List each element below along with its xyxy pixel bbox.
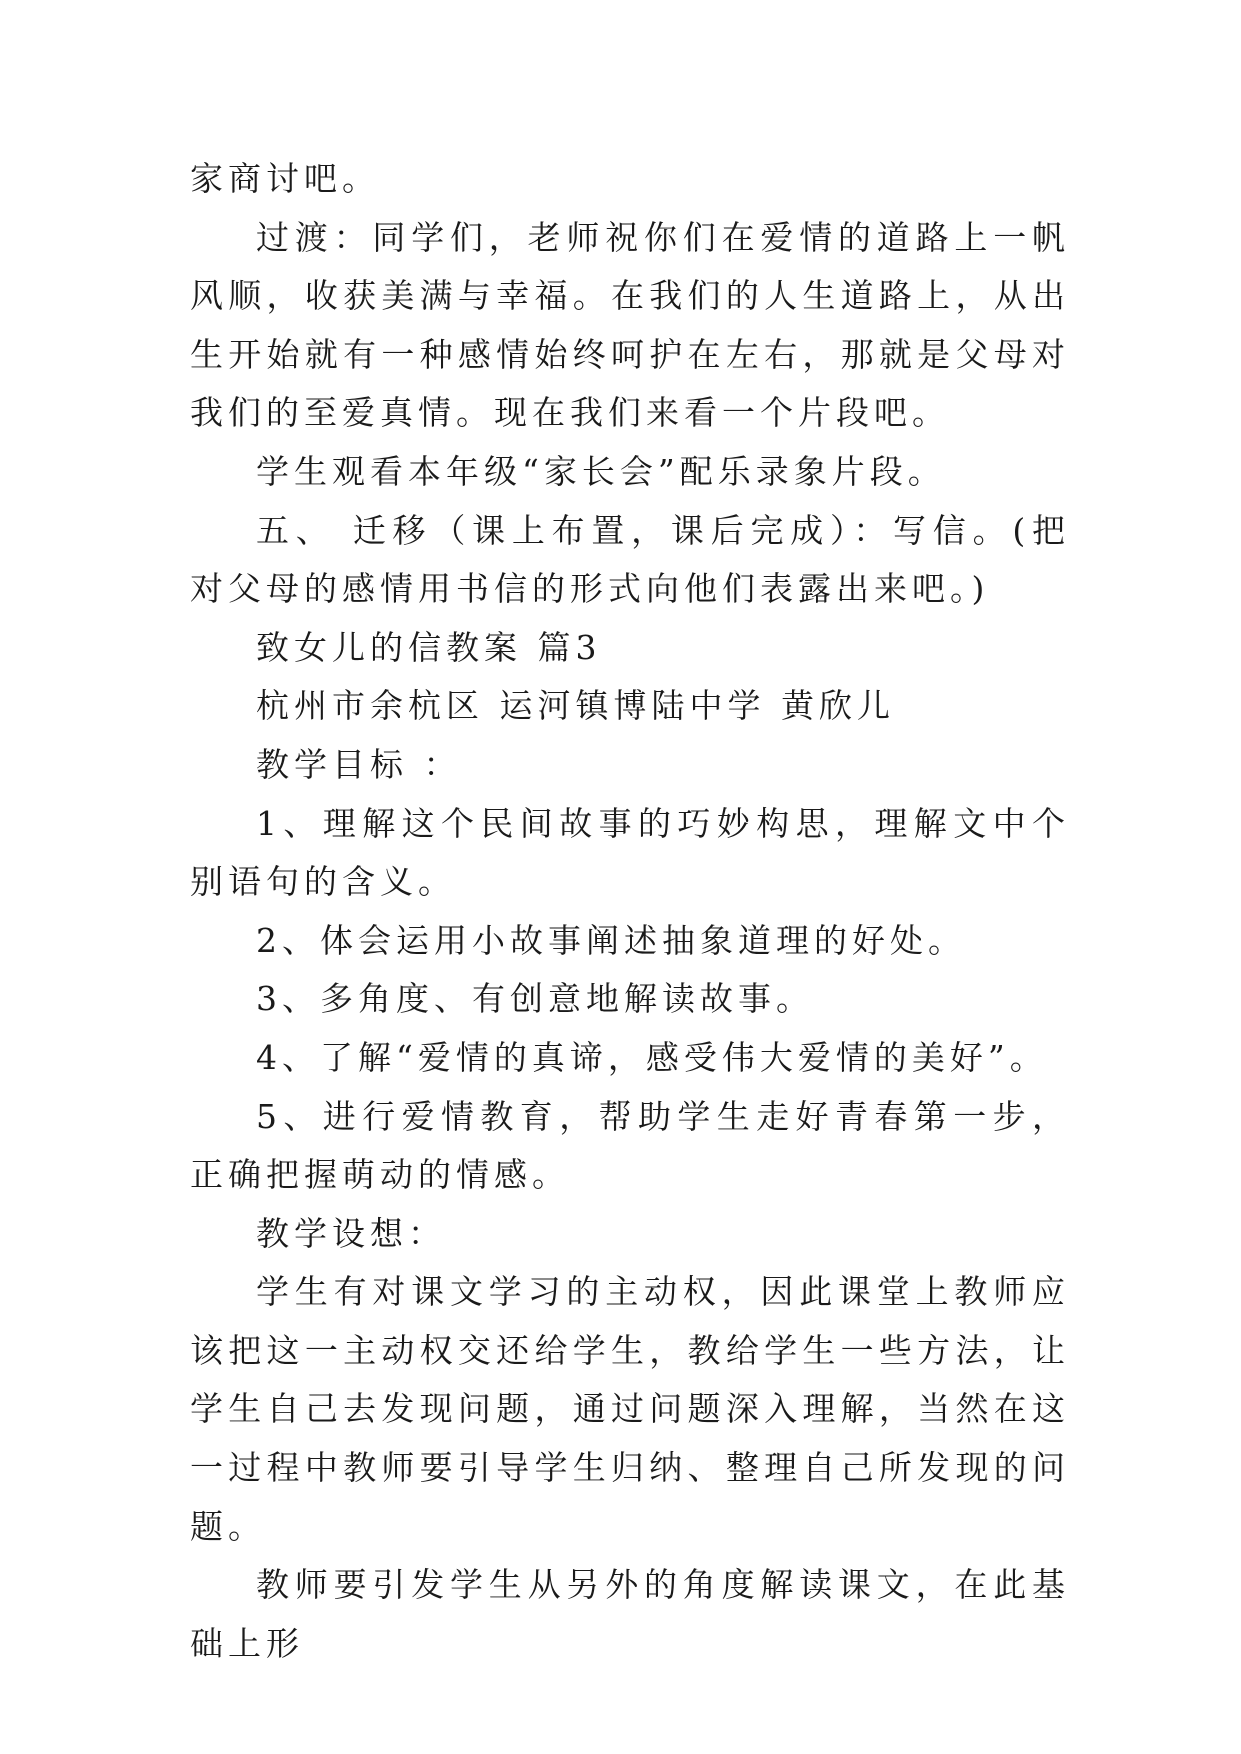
- goal-item-4: 4、了解“爱情的真谛，感受伟大爱情的美好”。: [256, 1037, 1048, 1077]
- paragraph-ideas-2: 教师要引发学生从另外的角度解读课文，在此基础上形: [190, 1565, 1070, 1663]
- heading-teaching-goals: 教学目标 ：: [256, 744, 462, 784]
- paragraph-transition: 过渡：同学们，老师祝你们在爱情的道路上一帆风顺，收获美满与幸福。在我们的人生道路上，从出生开始就有一种感情始终呵护在左右，那就是父母对我们的至爱真情。现在我们来看一个片段吧。: [190, 217, 1070, 433]
- paragraph-continuation: 家商讨吧。: [190, 159, 380, 198]
- goal-item-3: 3、多角度、有创意地解读故事。: [256, 979, 814, 1019]
- section-title: 致女儿的信教案 篇3: [256, 627, 602, 667]
- paragraph-migration: 五、 迁移（课上布置，课后完成）：写信。(把对父母的感情用书信的形式向他们表露出来吧。): [190, 510, 1070, 609]
- heading-teaching-ideas: 教学设想：: [256, 1213, 446, 1253]
- author-line: 杭州市余杭区 运河镇博陆中学 黄欣儿: [256, 686, 895, 726]
- goal-item-2: 2、体会运用小故事阐述抽象道理的好处。: [256, 920, 966, 960]
- goal-item-1: 1、理解这个民间故事的巧妙构思，理解文中个别语句的含义。: [190, 803, 1070, 902]
- goal-item-5: 5、进行爱情教育，帮助学生走好青春第一步，正确把握萌动的情感。: [190, 1096, 1070, 1195]
- document-body: [190, 150, 1070, 1673]
- paragraph-video: 学生观看本年级“家长会”配乐录象片段。: [256, 451, 946, 491]
- paragraph-ideas-1: 学生有对课文学习的主动权，因此课堂上教师应该把这一主动权交还给学生，教给学生一些方法，让学生自己去发现问题，通过问题深入理解，当然在这一过程中教师要引导学生归纳、整理自己所发现的问题。: [190, 1272, 1070, 1546]
